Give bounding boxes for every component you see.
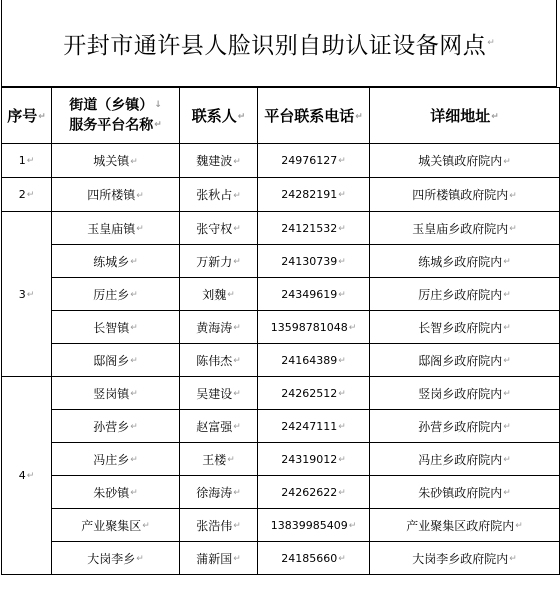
row-phone: 13839985409↵ — [258, 509, 370, 542]
paragraph-mark-icon: ↵ — [509, 224, 517, 234]
row-street: 冯庄乡↵ — [52, 443, 180, 476]
paragraph-mark-icon: ↓ — [154, 100, 162, 110]
table-row — [2, 377, 560, 410]
row-phone: 24262622↵ — [258, 476, 370, 509]
paragraph-mark-icon: ↵ — [503, 422, 511, 432]
paragraph-mark-icon: ↵ — [503, 156, 511, 167]
paragraph-mark-icon: ↵ — [26, 190, 35, 200]
row-phone: 24130739↵ — [258, 245, 370, 278]
paragraph-mark-icon: ↵ — [130, 488, 138, 498]
paragraph-mark-icon: ↵ — [142, 521, 150, 531]
paragraph-mark-icon: ↵ — [503, 290, 511, 300]
paragraph-mark-icon: ↵ — [233, 422, 241, 432]
row-address: 练城乡政府院内↵ — [370, 245, 560, 278]
table-row — [2, 178, 560, 212]
paragraph-mark-icon: ↵ — [130, 389, 138, 399]
row-address: 孙营乡政府院内↵ — [370, 410, 560, 443]
paragraph-mark-icon: ↵ — [233, 488, 241, 498]
paragraph-mark-icon: ↵ — [491, 111, 499, 122]
paragraph-mark-icon: ↵ — [338, 256, 346, 267]
paragraph-mark-icon: ↵ — [130, 290, 138, 300]
row-street: 长智镇↵ — [52, 311, 180, 344]
row-address: 朱砂镇政府院内↵ — [370, 476, 560, 509]
paragraph-mark-icon: ↵ — [233, 554, 241, 564]
paragraph-mark-icon: ↵ — [503, 389, 511, 399]
row-street: 厉庄乡↵ — [52, 278, 180, 311]
paragraph-mark-icon: ↵ — [26, 156, 35, 166]
paragraph-mark-icon: ↵ — [355, 111, 363, 122]
paragraph-mark-icon: ↵ — [503, 323, 511, 333]
paragraph-mark-icon: ↵ — [503, 488, 511, 498]
paragraph-mark-icon: ↵ — [338, 355, 346, 366]
paragraph-mark-icon: ↵ — [136, 554, 144, 564]
paragraph-mark-icon: ↵ — [233, 224, 241, 234]
paragraph-mark-icon: ↵ — [338, 289, 346, 300]
row-address: 城关镇政府院内↵ — [370, 144, 560, 178]
row-address: 竖岗乡政府院内↵ — [370, 377, 560, 410]
table-row — [2, 278, 560, 311]
row-contact: 陈伟杰↵ — [180, 344, 258, 377]
paragraph-mark-icon: ↵ — [503, 455, 511, 465]
paragraph-mark-icon: ↵ — [338, 553, 346, 564]
paragraph-mark-icon: ↵ — [487, 38, 495, 48]
paragraph-mark-icon: ↵ — [233, 389, 241, 399]
paragraph-mark-icon: ↵ — [26, 289, 35, 300]
row-contact: 张秋占↵ — [180, 178, 258, 212]
table-header-row — [2, 88, 560, 144]
header-address: 详细地址↵ — [370, 88, 560, 144]
paragraph-mark-icon: ↵ — [233, 356, 241, 366]
table-row — [2, 443, 560, 476]
row-address: 邸阁乡政府院内↵ — [370, 344, 560, 377]
row-address: 长智乡政府院内↵ — [370, 311, 560, 344]
row-phone: 24349619↵ — [258, 278, 370, 311]
row-contact: 张守权↵ — [180, 212, 258, 245]
paragraph-mark-icon: ↵ — [503, 356, 511, 366]
row-street: 四所楼镇↵ — [52, 178, 180, 212]
row-phone: 24319012↵ — [258, 443, 370, 476]
row-street: 玉皇庙镇↵ — [52, 212, 180, 245]
row-contact: 王楼↵ — [180, 443, 258, 476]
row-contact: 刘魏↵ — [180, 278, 258, 311]
table-row — [2, 245, 560, 278]
paragraph-mark-icon: ↵ — [233, 521, 241, 531]
paragraph-mark-icon: ↵ — [348, 520, 357, 531]
row-seq: 1↵ — [2, 144, 52, 178]
table-row — [2, 144, 560, 178]
row-address: 四所楼镇政府院内↵ — [370, 178, 560, 212]
paragraph-mark-icon: ↵ — [130, 323, 138, 333]
header-street — [52, 88, 180, 144]
row-street: 练城乡↵ — [52, 245, 180, 278]
paragraph-mark-icon: ↵ — [38, 111, 46, 122]
row-address: 玉皇庙乡政府院内↵ — [370, 212, 560, 245]
row-address: 产业聚集区政府院内↵ — [370, 509, 560, 542]
row-contact: 徐海涛↵ — [180, 476, 258, 509]
row-phone: 24164389↵ — [258, 344, 370, 377]
row-seq: 2↵ — [2, 178, 52, 212]
paragraph-mark-icon: ↵ — [227, 290, 235, 300]
paragraph-mark-icon: ↵ — [503, 257, 511, 267]
table-row — [2, 212, 560, 245]
paragraph-mark-icon: ↵ — [509, 554, 517, 564]
paragraph-mark-icon: ↵ — [130, 356, 138, 366]
header-street-line2: 服务平台名称 — [69, 117, 154, 133]
paragraph-mark-icon: ↵ — [227, 455, 235, 465]
page-title: 开封市通许县人脸识别自助认证设备网点 — [63, 32, 487, 59]
row-address: 大岗李乡政府院内↵ — [370, 542, 560, 575]
paragraph-mark-icon: ↵ — [348, 322, 357, 333]
row-seq: 4↵ — [2, 377, 52, 575]
row-address: 冯庄乡政府院内↵ — [370, 443, 560, 476]
paragraph-mark-icon: ↵ — [338, 454, 346, 465]
table-body — [2, 144, 560, 575]
table-row — [2, 542, 560, 575]
paragraph-mark-icon: ↵ — [233, 257, 241, 267]
row-street: 朱砂镇↵ — [52, 476, 180, 509]
service-points-table — [1, 87, 560, 575]
row-street: 孙营乡↵ — [52, 410, 180, 443]
paragraph-mark-icon: ↵ — [130, 156, 138, 167]
paragraph-mark-icon: ↵ — [130, 422, 138, 432]
row-street: 邸阁乡↵ — [52, 344, 180, 377]
paragraph-mark-icon: ↵ — [26, 471, 35, 481]
row-phone: 24262512↵ — [258, 377, 370, 410]
row-contact: 张浩伟↵ — [180, 509, 258, 542]
paragraph-mark-icon: ↵ — [233, 190, 241, 201]
row-street: 城关镇↵ — [52, 144, 180, 178]
paragraph-mark-icon: ↵ — [338, 487, 346, 498]
paragraph-mark-icon: ↵ — [338, 190, 346, 200]
table-row — [2, 410, 560, 443]
paragraph-mark-icon: ↵ — [237, 111, 246, 122]
row-phone: 24247111↵ — [258, 410, 370, 443]
table-row — [2, 509, 560, 542]
paragraph-mark-icon: ↵ — [338, 421, 346, 432]
row-street: 大岗李乡↵ — [52, 542, 180, 575]
paragraph-mark-icon: ↵ — [338, 156, 346, 166]
row-contact: 吴建设↵ — [180, 377, 258, 410]
paragraph-mark-icon: ↵ — [233, 323, 241, 333]
row-phone: 24976127↵ — [258, 144, 370, 178]
row-contact: 蒲新国↵ — [180, 542, 258, 575]
paragraph-mark-icon: ↵ — [515, 521, 523, 531]
paragraph-mark-icon: ↵ — [233, 156, 241, 167]
row-contact: 魏建波↵ — [180, 144, 258, 178]
table-row — [2, 344, 560, 377]
row-contact: 万新力↵ — [180, 245, 258, 278]
row-contact: 黄海涛↵ — [180, 311, 258, 344]
paragraph-mark-icon: ↵ — [136, 224, 144, 234]
header-seq: 序号↵ — [2, 88, 52, 144]
table-row — [2, 476, 560, 509]
paragraph-mark-icon: ↵ — [136, 190, 144, 201]
header-contact: 联系人↵ — [180, 88, 258, 144]
row-phone: 13598781048↵ — [258, 311, 370, 344]
row-phone: 24185660↵ — [258, 542, 370, 575]
row-contact: 赵富强↵ — [180, 410, 258, 443]
paragraph-mark-icon: ↵ — [130, 257, 138, 267]
header-phone: 平台联系电话↵ — [258, 88, 370, 144]
row-seq: 3↵ — [2, 212, 52, 377]
paragraph-mark-icon: ↵ — [154, 119, 162, 130]
row-phone: 24282191↵ — [258, 178, 370, 212]
row-street: 产业聚集区↵ — [52, 509, 180, 542]
title-box — [1, 0, 557, 87]
paragraph-mark-icon: ↵ — [338, 223, 346, 234]
row-address: 厉庄乡政府院内↵ — [370, 278, 560, 311]
table-row — [2, 311, 560, 344]
row-phone: 24121532↵ — [258, 212, 370, 245]
paragraph-mark-icon: ↵ — [509, 190, 517, 201]
row-street: 竖岗镇↵ — [52, 377, 180, 410]
paragraph-mark-icon: ↵ — [130, 455, 138, 465]
header-street-line1: 街道（乡镇） — [69, 97, 154, 114]
paragraph-mark-icon: ↵ — [338, 388, 346, 399]
